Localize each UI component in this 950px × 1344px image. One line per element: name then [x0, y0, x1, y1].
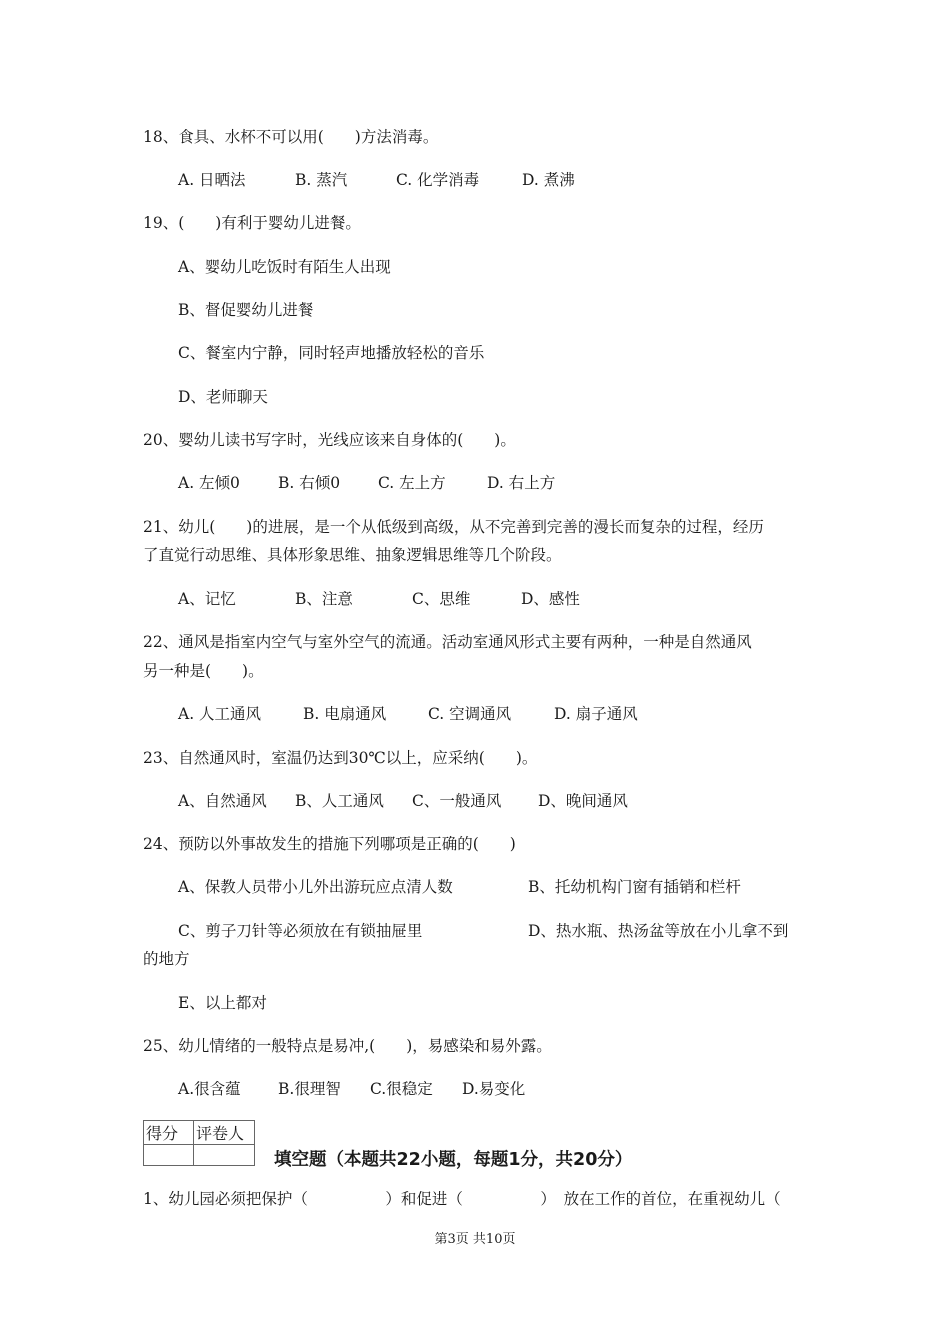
question-24-option-a: A、保教人员带小儿外出游玩应点清人数 [178, 878, 453, 896]
section-title: 填空题（本题共22小题，每题1分，共20分） [274, 1150, 633, 1170]
option-a: A. 左倾0 [178, 474, 240, 492]
question-24-option-d: D、热水瓶、热汤盆等放在小儿拿不到 [528, 922, 789, 940]
option-d: D. 扇子通风 [554, 705, 638, 723]
option-c: C、思维 [412, 590, 471, 608]
option-a: A. 人工通风 [178, 705, 262, 723]
question-22-stem-line2: 另一种是( )。 [143, 662, 264, 680]
question-18-stem: 18、食具、水杯不可以用( )方法消毒。 [143, 128, 439, 146]
option-d: D、晚间通风 [538, 792, 628, 810]
option-b: B. 右倾0 [278, 474, 341, 492]
option-b: B. 蒸汽 [295, 171, 348, 189]
question-21-stem-line1: 21、幼儿( )的进展，是一个从低级到高级，从不完善到完善的漫长而复杂的过程，经历 [143, 518, 764, 536]
option-c: C. 左上方 [378, 474, 446, 492]
page-footer: 第3页 共10页 [434, 1232, 516, 1247]
option-d: D、感性 [521, 590, 580, 608]
option-a: A. 日晒法 [178, 171, 246, 189]
question-24-option-d-continued: 的地方 [143, 950, 190, 968]
question-19-option-d: D、老师聊天 [178, 388, 268, 406]
score-table [143, 1120, 255, 1166]
question-19-option-c: C、餐室内宁静，同时轻声地播放轻松的音乐 [178, 344, 485, 362]
option-b: B. 电扇通风 [303, 705, 387, 723]
question-24-stem: 24、预防以外事故发生的措施下列哪项是正确的( ) [143, 835, 516, 853]
option-c: C、一般通风 [412, 792, 502, 810]
option-b: B.很理智 [278, 1080, 341, 1098]
grader-header: 评卷人 [194, 1121, 255, 1145]
option-c: C.很稳定 [370, 1080, 433, 1098]
question-19-option-b: B、督促婴幼儿进餐 [178, 301, 314, 319]
option-c: C. 空调通风 [428, 705, 512, 723]
question-23-options [178, 791, 628, 811]
question-24-option-e: E、以上都对 [178, 994, 267, 1012]
option-d: D. 煮沸 [522, 171, 575, 189]
question-21-stem-line2: 了直觉行动思维、具体形象思维、抽象逻辑思维等几个阶段。 [143, 546, 562, 564]
score-cell [144, 1145, 194, 1166]
question-23-stem: 23、自然通风时，室温仍达到30℃以上，应采纳( )。 [143, 749, 538, 767]
grader-cell [194, 1145, 255, 1166]
fill-question-1: 1、幼儿园必须把保护（ ）和促进（ ） 放在工作的首位，在重视幼儿（ [143, 1190, 781, 1208]
question-18-options [178, 170, 575, 190]
question-22-options [178, 704, 638, 724]
question-19-option-a: A、婴幼儿吃饭时有陌生人出现 [178, 258, 391, 276]
question-20-options [178, 473, 555, 493]
option-a: A、自然通风 [178, 792, 267, 810]
question-24-option-b: B、托幼机构门窗有插销和栏杆 [528, 878, 741, 896]
option-d: D. 右上方 [487, 474, 556, 492]
question-22-stem-line1: 22、通风是指室内空气与室外空气的流通。活动室通风形式主要有两种，一种是自然通风 [143, 633, 752, 651]
score-header: 得分 [144, 1121, 194, 1145]
option-a: A.很含蕴 [178, 1080, 241, 1098]
option-b: B、人工通风 [295, 792, 384, 810]
question-19-stem: 19、( )有利于婴幼儿进餐。 [143, 214, 361, 232]
option-a: A、记忆 [178, 590, 236, 608]
option-b: B、注意 [295, 590, 353, 608]
question-24-option-c: C、剪子刀针等必须放在有锁抽屉里 [178, 922, 423, 940]
question-20-stem: 20、婴幼儿读书写字时，光线应该来自身体的( )。 [143, 431, 516, 449]
question-25-options [178, 1079, 525, 1099]
question-25-stem: 25、幼儿情绪的一般特点是易冲,( )，易感染和易外露。 [143, 1037, 552, 1055]
question-21-options [178, 589, 580, 609]
option-c: C. 化学消毒 [396, 171, 480, 189]
option-d: D.易变化 [462, 1080, 526, 1098]
